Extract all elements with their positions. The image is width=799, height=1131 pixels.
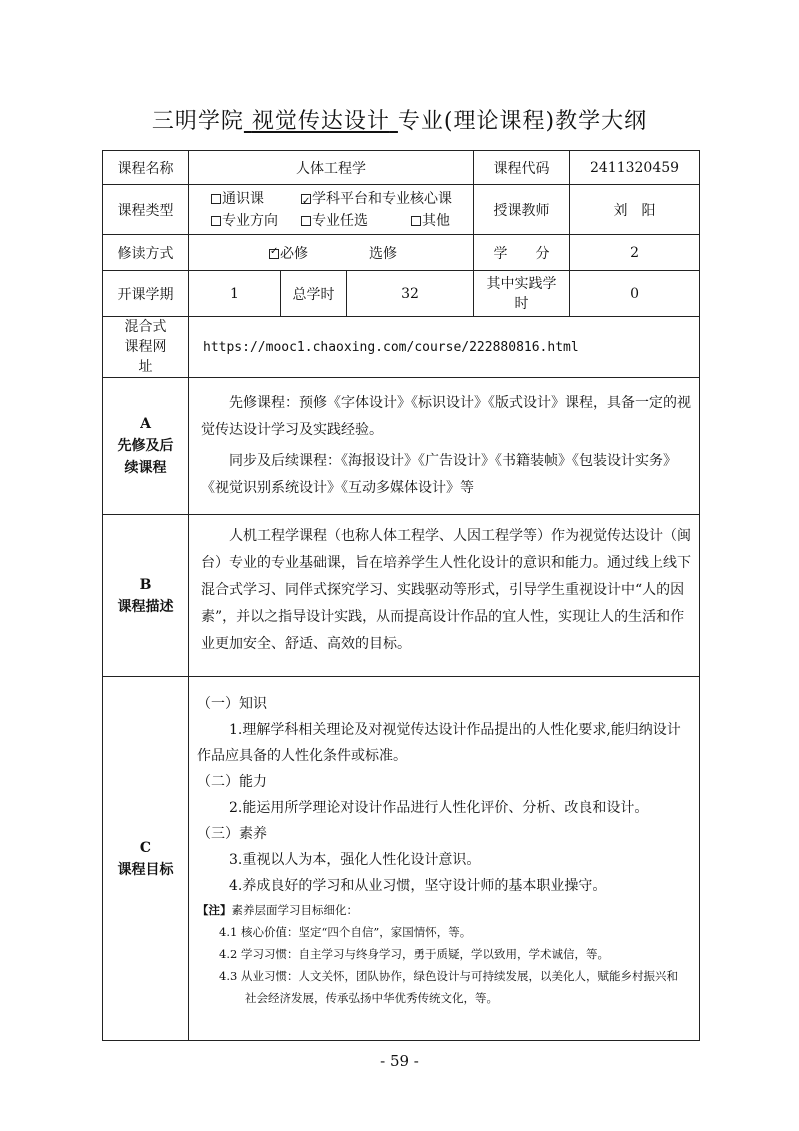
objective-4: 4.养成良好的学习和从业习惯，坚守设计师的基本职业操守。 (229, 878, 607, 894)
row-course-type (103, 185, 700, 235)
row-semester (103, 271, 700, 317)
row-course-name (103, 151, 700, 185)
checkbox-optional[interactable] (301, 216, 311, 226)
section-b-title: 课程描述 (117, 598, 174, 615)
practice-hours-label: 其中实践学时 (474, 271, 570, 317)
sub-objective-4-3-cont: 社会经济发展，传承弘扬中华优秀传统文化，等。 (245, 991, 498, 1005)
total-hours-label: 总学时 (281, 271, 347, 317)
sub-objective-4-3: 4.3 从业习惯：人文关怀，团队协作，绿色设计与可持续发展，以美化人，赋能乡村振兴和 (219, 969, 678, 983)
section-b-content (189, 515, 700, 677)
course-type-options (189, 185, 474, 235)
row-section-c (103, 677, 700, 1041)
row-url (103, 317, 700, 378)
checkbox-direction[interactable] (211, 216, 221, 226)
heading-quality: （三）素养 (197, 826, 267, 842)
checkbox-general[interactable] (211, 194, 221, 204)
teacher: 刘 阳 (570, 185, 700, 235)
course-code: 2411320459 (570, 151, 700, 185)
section-c-letter: C (139, 839, 152, 856)
credit: 2 (570, 235, 700, 271)
teacher-label: 授课教师 (474, 185, 570, 235)
note-tag: 【注】 (197, 903, 232, 917)
title-prefix: 三明学院 (151, 109, 244, 134)
checkbox-required[interactable] (269, 249, 279, 259)
course-code-label: 课程代码 (474, 151, 570, 185)
section-b-letter: B (139, 576, 152, 593)
section-b-label (103, 515, 189, 677)
option-required[interactable]: ✓ 必修 (269, 243, 369, 263)
semester-label: 开课学期 (103, 271, 189, 317)
study-mode-label: 修读方式 (103, 235, 189, 271)
section-c-label (103, 677, 189, 1041)
checkbox-other[interactable] (411, 216, 421, 226)
section-a-letter: A (140, 416, 151, 432)
study-mode-options (189, 235, 474, 271)
page-number: - 59 - (380, 1052, 419, 1070)
objective-2: 2.能运用所学理论对设计作品进行人性化评价、分析、改良和设计。 (229, 800, 649, 816)
row-section-a (103, 378, 700, 515)
syllabus-table (102, 150, 700, 1041)
objective-3: 3.重视以人为本，强化人性化设计意识。 (229, 852, 481, 868)
page-title (0, 104, 799, 135)
option-core[interactable]: ✓ 学科平台和专业核心课 (301, 188, 452, 210)
section-a-title: 先修及后续课程 (117, 438, 174, 476)
heading-knowledge: （一）知识 (197, 696, 267, 712)
credit-label: 学 分 (474, 235, 570, 271)
objective-1: 1.理解学科相关理论及对视觉传达设计作品提出的人性化要求,能归纳设计作品应具备的人性化条件或标准。 (197, 722, 681, 764)
note-text: 素养层面学习目标细化： (231, 903, 358, 917)
semester: 1 (189, 271, 281, 317)
course-name: 人体工程学 (189, 151, 474, 185)
practice-hours: 0 (570, 271, 700, 317)
section-a-content (189, 378, 700, 515)
section-a-label (103, 378, 189, 515)
heading-ability: （二）能力 (197, 774, 267, 790)
row-section-b (103, 515, 700, 677)
row-study-mode (103, 235, 700, 271)
section-c-content (189, 677, 700, 1041)
checkbox-core[interactable] (301, 194, 311, 204)
option-optional[interactable]: 专业任选 (301, 210, 411, 232)
option-general[interactable]: 通识课 (211, 188, 301, 210)
total-hours: 32 (347, 271, 474, 317)
course-name-label: 课程名称 (103, 151, 189, 185)
option-direction[interactable]: 专业方向 (211, 210, 301, 232)
option-elective[interactable]: 选修 (369, 245, 397, 262)
section-c-title: 课程目标 (117, 861, 174, 878)
title-major: 视觉传达设计 (251, 109, 390, 134)
option-other[interactable]: 其他 (411, 210, 450, 232)
note (197, 899, 691, 921)
course-type-label: 课程类型 (103, 185, 189, 235)
prerequisite-text: 先修课程：预修《字体设计》《标识设计》《版式设计》课程，具备一定的视觉传达设计学习及实践经验。 (201, 395, 691, 438)
follow-up-text: 同步及后续课程：《海报设计》《广告设计》《书籍装帧》《包装设计实务》《视觉识别系统设计》《互动多媒体设计》等 (201, 453, 677, 496)
sub-objective-4-1: 4.1 核心价值：坚定“四个自信”，家国情怀，等。 (219, 925, 472, 939)
url-label: 混合式课程网址 (103, 317, 189, 378)
course-description: 人机工程学课程（也称人体工程学、人因工程学等）作为视觉传达设计（闽台）专业的专业基础课，旨在培养学生人性化设计的意识和能力。通过线上线下混合式学习、同伴式探究学习、实践驱动等形式，引导学生重视设计中“人的因素”，并以之指导设计实践，从而提高设计作品的宜人性，实现让人的生活和作业更加安全、舒适、高效的目标。 (201, 528, 691, 652)
course-url[interactable]: https://mooc1.chaoxing.com/course/222880816.html (189, 317, 700, 378)
title-suffix: 专业(理论课程)教学大纲 (397, 109, 648, 134)
sub-objective-4-2: 4.2 学习习惯：自主学习与终身学习，勇于质疑，学以致用，学术诚信，等。 (219, 947, 609, 961)
